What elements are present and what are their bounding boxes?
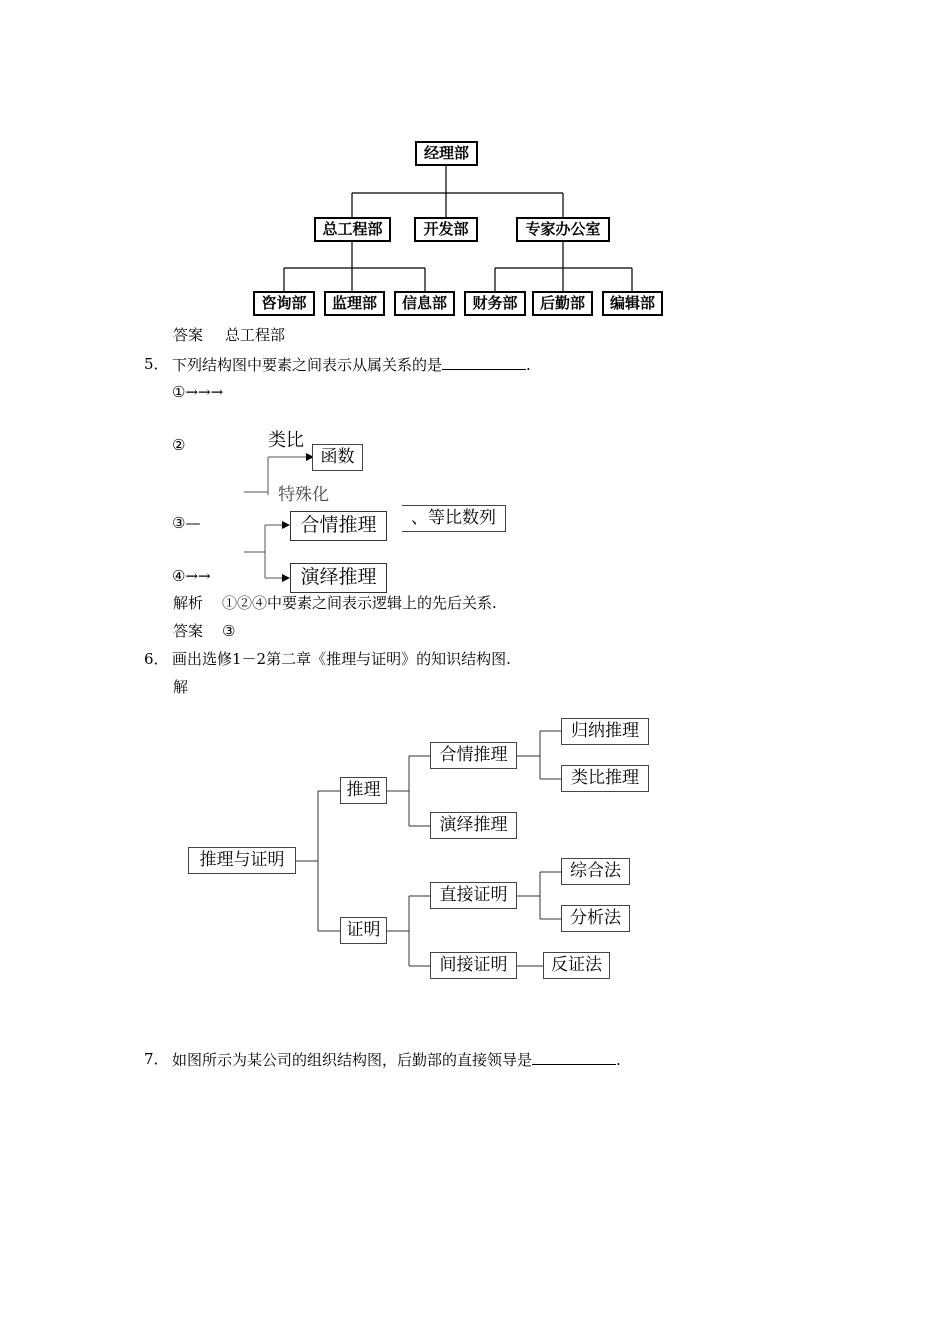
org-box-zonggongcheng: 总工程部 (314, 217, 391, 242)
q6-stem: 画出选修1－2第二章《推理与证明》的知识结构图. (172, 650, 511, 668)
q6-box-fenxi: 分析法 (561, 905, 630, 932)
q5-number: 5． (144, 355, 169, 373)
q6-box-root: 推理与证明 (188, 847, 296, 874)
q7-answer-blank[interactable] (532, 1050, 616, 1065)
q5-answer-label: 答案 (173, 622, 204, 640)
q7-stem-text: 如图所示为某公司的组织结构图，后勤部的直接领导是 (172, 1051, 533, 1069)
q6-box-jianjie: 间接证明 (430, 952, 517, 979)
org-box-bianji: 编辑部 (602, 291, 663, 316)
q5-fig-label-leibi: 类比 (268, 430, 304, 451)
q6-box-zonghe: 综合法 (561, 858, 630, 885)
q6-box-tuili: 推理 (340, 777, 387, 804)
org-box-kaifa: 开发部 (414, 217, 478, 242)
q5-stem-text: 下列结构图中要素之间表示从属关系的是 (172, 356, 443, 374)
q6-number: 6． (144, 650, 169, 668)
q5-answer-value: ③ (222, 622, 236, 640)
org-box-zhuanjia: 专家办公室 (516, 217, 610, 242)
q4-answer-label: 答案 (173, 326, 204, 344)
q5-analysis-text: ①②④中要素之间表示逻辑上的先后关系. (222, 594, 497, 612)
q5-fig-partial-text: 特殊化 (278, 485, 329, 505)
q5-fig-box-dengbi: 、等比数列 (402, 505, 506, 532)
q5-option-2: ② (172, 436, 186, 454)
q7-stem (172, 1050, 621, 1069)
q7-stem-period: . (616, 1051, 621, 1069)
q6-box-zhengming: 证明 (340, 917, 387, 944)
q6-box-yanyi: 演绎推理 (430, 812, 517, 839)
org-box-caiwu: 财务部 (464, 291, 526, 316)
q5-fig-box-hanshu: 函数 (312, 444, 363, 471)
q5-analysis-label: 解析 (173, 594, 204, 612)
q5-fig-partial-clip (278, 485, 378, 505)
q6-box-guina: 归纳推理 (561, 718, 649, 745)
q6-box-leibi: 类比推理 (561, 765, 649, 792)
q4-answer-value: 总工程部 (225, 326, 286, 344)
q5-fig-box-heqing: 合情推理 (290, 511, 387, 541)
q5-option-3: ③— (172, 514, 201, 532)
org-box-zixun: 咨询部 (253, 291, 315, 316)
org-box-houqin: 后勤部 (532, 291, 593, 316)
q7-number: 7． (144, 1050, 169, 1068)
q6-box-zhijie: 直接证明 (430, 882, 517, 909)
q6-box-heqing: 合情推理 (430, 742, 517, 769)
q5-option-1: ①→→→ (172, 383, 224, 401)
q5-fig-box-yanyi: 演绎推理 (290, 563, 387, 593)
org-box-root: 经理部 (415, 141, 478, 166)
q5-stem-period: . (526, 356, 531, 374)
q5-stem (172, 355, 531, 374)
q5-answer-blank[interactable] (442, 355, 526, 370)
q6-solution-label: 解 (173, 678, 189, 696)
q6-box-fanzheng: 反证法 (543, 952, 610, 979)
q5-option-4: ④→→ (172, 567, 211, 585)
org-box-xinxi: 信息部 (394, 291, 455, 316)
org-box-jianli: 监理部 (324, 291, 385, 316)
